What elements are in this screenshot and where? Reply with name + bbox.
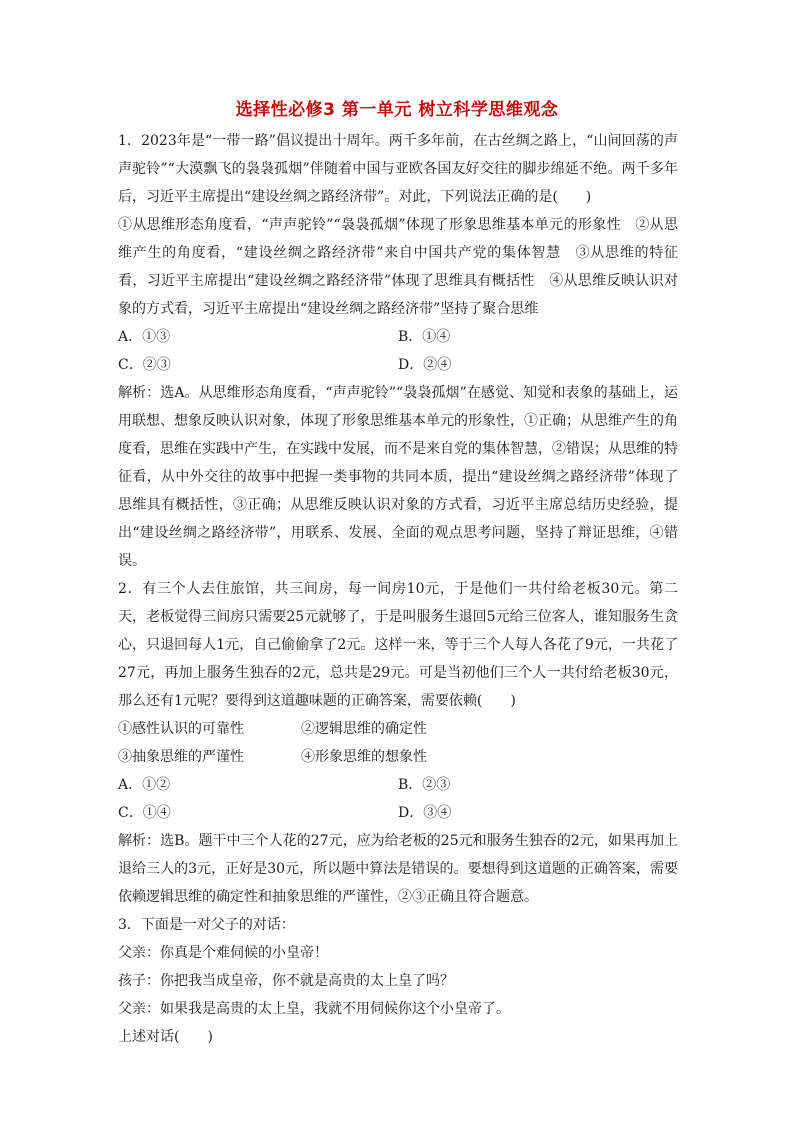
- option-a: A．①③: [118, 329, 171, 345]
- statement-1: ①感性认识的可靠性: [118, 721, 244, 737]
- option-d: D．③④: [398, 805, 452, 821]
- statement-2: ②逻辑思维的确定性: [301, 721, 427, 737]
- question-2-options-row-1: [118, 771, 678, 799]
- statement-3: ③抽象思维的严谨性: [118, 749, 244, 765]
- dialogue-line-2: 孩子：你把我当成皇帝，你不就是高贵的太上皇了吗？: [118, 973, 454, 989]
- question-2-options-row-2: [118, 799, 678, 827]
- dialogue-line-1: 父亲：你真是个难伺候的小皇帝！: [118, 945, 328, 961]
- document-body: [118, 127, 678, 1051]
- statement-4: ④形象思维的想象性: [301, 749, 427, 765]
- option-c: C．②③: [118, 357, 171, 373]
- question-2-stem: 2．有三个人去住旅馆，共三间房，每一间房10元，于是他们一共付给老板30元。第二天，老板觉得三间房只需要25元就够了，于是叫服务生退回5元给三位客人，谁知服务生贪心，只退回每人1元，自己偷偷拿了2元。这样一来，等于三个人每人各花了9元，一共花了27元，再加上服务生独吞的2元，总共是29元。可是当初他们三个人一共付给老板30元，那么还有1元呢？要得到这道趣味题的正确答案，需要依赖( ): [118, 581, 678, 709]
- option-b: B．①④: [398, 329, 451, 345]
- dialogue-line-3: 父亲：如果我是高贵的太上皇，我就不用伺候你这个小皇帝了。: [118, 1001, 510, 1017]
- question-1-options-row-2: [118, 351, 678, 379]
- question-1-analysis: 解析：选A。从思维形态角度看，“声声驼铃”“袅袅孤烟”在感觉、知觉和表象的基础上，运用联想、想象反映认识对象，体现了形象思维基本单元的形象性，①正确；从思维产生的角度看，思维在实践中产生，在实践中发展，而不是来自党的集体智慧，②错误；从思维的特征看，从中外交往的故事中把握一类事物的共同本质，提出“建设丝绸之路经济带”体现了思维具有概括性，③正确；从思维反映认识对象的方式看，习近平主席总结历史经验，提出“建设丝绸之路经济带”，用联系、发展、全面的观点思考问题，坚持了辩证思维，④错误。: [118, 385, 678, 569]
- question-2-statements-row-2: [118, 743, 678, 771]
- question-1-options-row-1: [118, 323, 678, 351]
- option-d: D．②④: [398, 357, 452, 373]
- question-1-statements: ①从思维形态角度看，“声声驼铃”“袅袅孤烟”体现了形象思维基本单元的形象性 ②从思维产生的角度看，“建设丝绸之路经济带”来自中国共产党的集体智慧 ③从思维的特征看，习近平主席提出“建设丝绸之路经济带”体现了思维具有概括性 ④从思维反映认识对象的方式看，习近平主席提出“建设丝绸之路经济带”坚持了聚合思维: [118, 217, 678, 317]
- option-c: C．①④: [118, 805, 171, 821]
- option-a: A．①②: [118, 777, 171, 793]
- question-2-analysis: 解析：选B。题干中三个人花的27元，应为给老板的25元和服务生独吞的2元，如果再加上退给三人的3元，正好是30元，所以题中算法是错误的。要想得到这道题的正确答案，需要依赖逻辑思维的确定性和抽象思维的严谨性，②③正确且符合题意。: [118, 833, 678, 905]
- question-2-statements-row-1: [118, 715, 678, 743]
- page-title: 选择性必修3 第一单元 树立科学思维观念: [235, 100, 559, 120]
- question-1-stem: 1．2023年是“一带一路”倡议提出十周年。两千多年前，在古丝绸之路上，“山间回荡的声声驼铃”“大漠飘飞的袅袅孤烟”伴随着中国与亚欧各国友好交往的脚步绵延不绝。两千多年后，习近平主席提出“建设丝绸之路经济带”。对此，下列说法正确的是( ): [118, 133, 678, 205]
- question-3-stem: 3．下面是一对父子的对话：: [118, 917, 295, 933]
- option-b: B．②③: [398, 777, 451, 793]
- question-3-closing: 上述对话( ): [118, 1029, 213, 1045]
